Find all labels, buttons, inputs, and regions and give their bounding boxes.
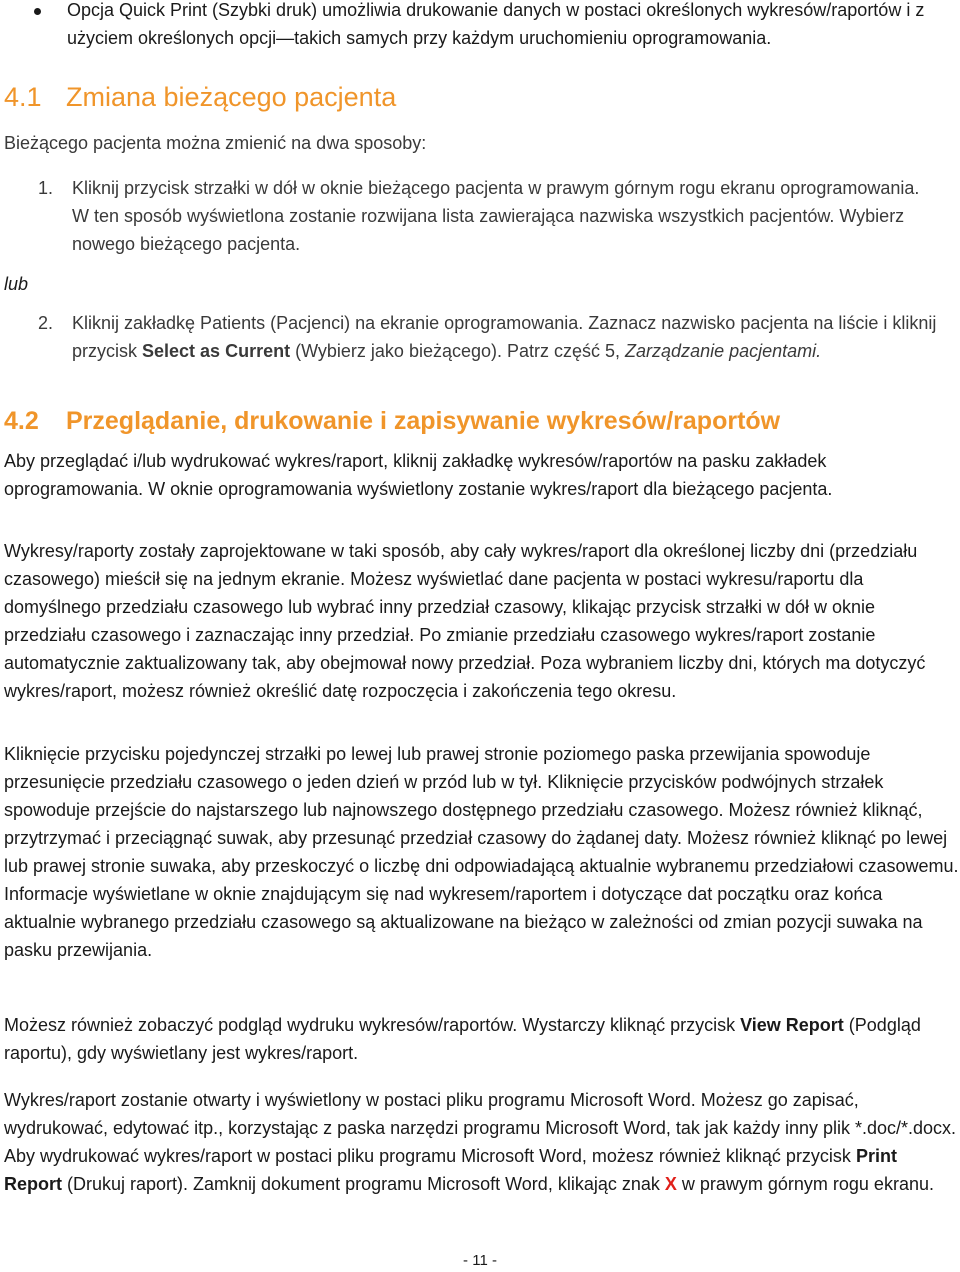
paragraph-text: (Podgląd raportu), gdy wyświetlany jest wykres/raport.	[4, 1015, 921, 1063]
section-title: Zmiana bieżącego pacjenta	[66, 82, 397, 112]
bullet-text: Opcja Quick Print (Szybki druk) umożliwia drukowanie danych w postaci określonych wykresów/raportów i z użyciem określonych opcji—takich samych przy każdym uruchomieniu oprogramowania.	[67, 0, 925, 48]
step-text-part: Kliknij zakładkę Patients (Pacjenci) na ekranie oprogramowania. Zaznacz nazwisko pacjenta na liście i kliknij przycisk	[72, 313, 937, 361]
view-report-label: View Report	[740, 1015, 844, 1035]
page-number: - 11 -	[463, 1252, 497, 1269]
step-text-part: (Wybierz jako bieżącego). Patrz część 5,	[290, 341, 626, 361]
section-title: Przeglądanie, drukowanie i zapisywanie wykresów/raportów	[66, 407, 781, 435]
or-separator: lub	[4, 274, 29, 294]
bullet-icon	[34, 8, 41, 15]
step-text	[72, 309, 940, 365]
step-text: Kliknij przycisk strzałki w dół w oknie bieżącego pacjenta w prawym górnym rogu ekranu oprogramowania. W ten sposób wyświetlona zostanie rozwijana lista zawierająca nazwiska wszystkich pacjentów. Wybierz nowego bieżącego pacjenta.	[72, 178, 920, 254]
paragraph-text: (Drukuj raport). Zamknij dokument programu Microsoft Word, klikając znak	[62, 1174, 665, 1194]
paragraph-1: Aby przeglądać i/lub wydrukować wykres/raport, kliknij zakładkę wykresów/raportów na pasku zakładek oprogramowania. W oknie oprogramowania wyświetlony zostanie wykres/raport dla bieżącego pacjenta.	[4, 451, 833, 499]
paragraph-4	[4, 1011, 959, 1067]
section-heading-4-2	[4, 404, 780, 438]
select-as-current-label: Select as Current	[142, 341, 291, 361]
paragraph-text: Możesz również zobaczyć podgląd wydruku wykresów/raportów. Wystarczy kliknąć przycisk	[4, 1015, 741, 1035]
print-report-label: Print Report	[4, 1146, 897, 1194]
paragraph-3: Kliknięcie przycisku pojedynczej strzałki po lewej lub prawej stronie poziomego paska przewijania spowoduje przesunięcie przedziału czasowego o jeden dzień w przód lub w tył. Kliknięcie przycisków podwójnych strzałek spowoduje przejście do najstarszego lub najnowszego dostępnego przedziału czasowego. Możesz również kliknąć, przytrzymać i przeciągnąć suwak, aby przesunąć przedział czasowy do żądanej daty. Możesz również kliknąć po lewej lub prawej stronie suwaka, aby przeskoczyć o liczbę dni odpowiadającą aktualnie wybranemu przedziałowi czasowemu. Informacje wyświetlane w oknie znajdującym się nad wykresem/raportem i dotyczące dat początku oraz końca aktualnie wybranego przedziału czasowego są aktualizowane na bieżąco w zależności od zmian pozycji suwaka na pasku przewijania.	[4, 744, 959, 960]
step-2	[40, 309, 940, 365]
step-number: 1.	[38, 178, 54, 198]
close-x-icon: X	[664, 1174, 677, 1194]
paragraph-text: w prawym górnym rogu ekranu.	[676, 1174, 934, 1194]
step-1	[40, 174, 940, 258]
paragraph-text: Wykres/raport zostanie otwarty i wyświetlony w postaci pliku programu Microsoft Word. Możesz go zapisać, wydrukować, edytować itp., korzystając z paska narzędzi programu Microsoft Word, tak jak każdy inny plik *.doc/*.docx. Aby wydrukować wykres/raport w postaci pliku programu Microsoft Word, możesz również kliknąć przycisk	[4, 1090, 957, 1166]
section-intro: Bieżącego pacjenta można zmienić na dwa sposoby:	[4, 133, 427, 153]
section-heading-4-1	[4, 80, 396, 114]
paragraph-2: Wykresy/raporty zostały zaprojektowane w taki sposób, aby cały wykres/raport dla określonej liczby dni (przedziału czasowego) mieścił się na jednym ekranie. Możesz wyświetlać dane pacjenta w postaci wykresu/raportu dla domyślnego przedziału czasowego lub wybrać inny przedział czasowy, klikając przycisk strzałki w dół w oknie przedziału czasowego i zaznaczając inny przedział. Po zmianie przedziału czasowego wykres/raport zostanie automatycznie zaktualizowany tak, aby obejmował nowy przedział. Poza wybraniem liczby dni, których ma dotyczyć wykres/raport, możesz również określić datę rozpoczęcia i zakończenia tego okresu.	[4, 541, 926, 701]
step-number: 2.	[38, 313, 54, 333]
bullet-list-item	[0, 0, 960, 52]
section-number: 4.1	[4, 82, 42, 112]
paragraph-5	[4, 1086, 959, 1198]
section-number: 4.2	[4, 407, 39, 435]
cross-reference: Zarządzanie pacjentami.	[625, 341, 822, 361]
